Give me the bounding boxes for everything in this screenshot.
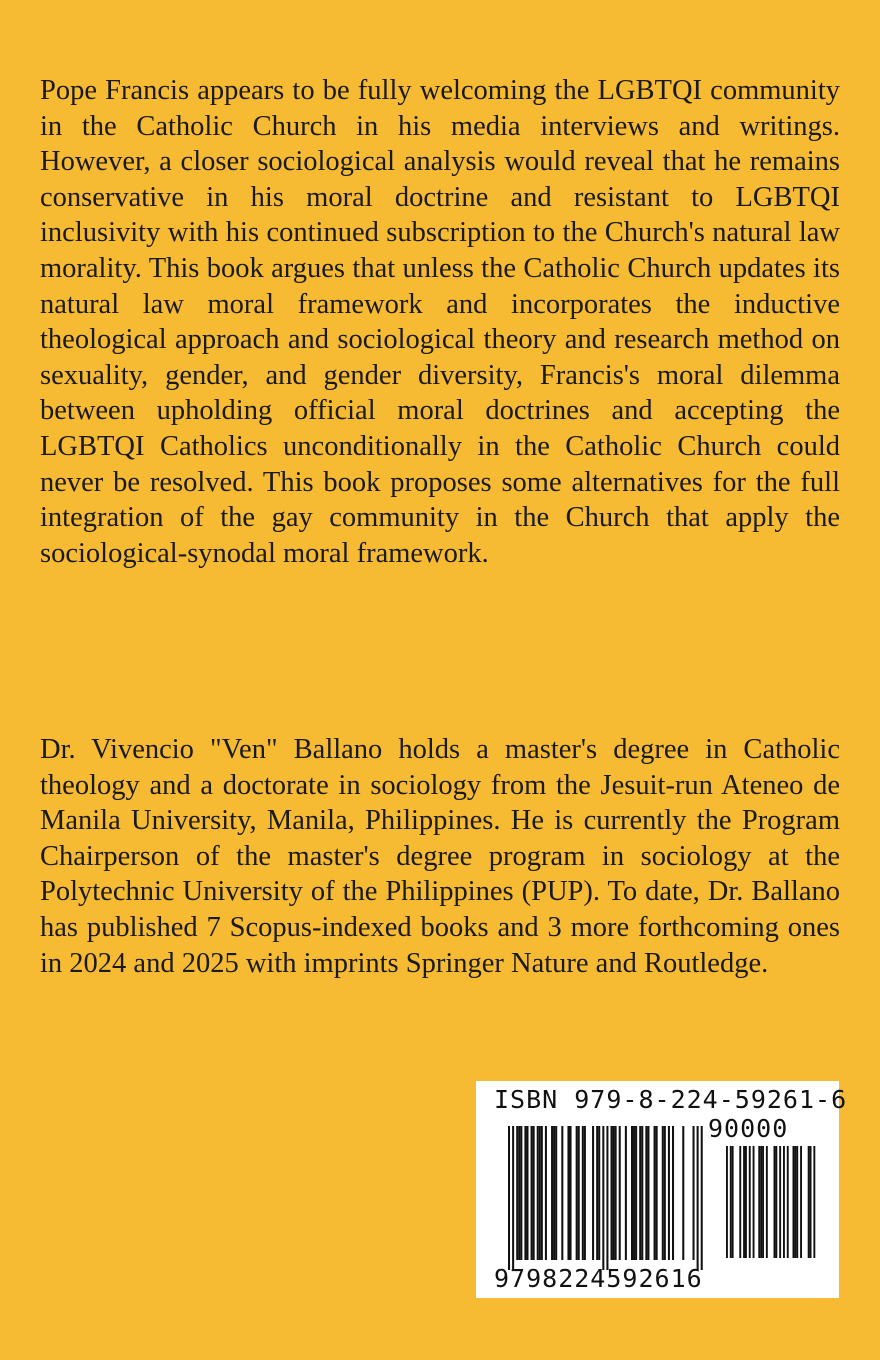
- barcode-bar: [749, 1146, 751, 1258]
- price-code-label: 90000: [708, 1114, 789, 1143]
- barcode-bar: [567, 1126, 569, 1260]
- barcode-bar: [732, 1146, 734, 1258]
- barcode-bar: [584, 1126, 586, 1260]
- barcode-bar: [596, 1126, 598, 1260]
- author-bio: Dr. Vivencio "Ven" Ballano holds a master's degree in Catholic theology and a doctorate in sociology from the Jesuit-run Ateneo de Manila University, Manila, Philippines. He is currently the Program Chairperson of the master's degree program in sociology at the Polytechnic University of the Philippines (PUP). To date, Dr. Ballano has published 7 Scopus-indexed books and 3 more forthcoming ones in 2024 and 2025 with imprints Springer Nature and Routledge.: [40, 734, 840, 979]
- barcode-bar: [631, 1126, 633, 1260]
- barcode-bar: [787, 1146, 789, 1258]
- barcode-bar: [545, 1126, 547, 1260]
- barcode-bar: [662, 1126, 664, 1260]
- barcode-bar: [524, 1126, 526, 1260]
- barcode-bar: [582, 1126, 584, 1260]
- barcode-bar: [775, 1146, 777, 1258]
- barcode-bar: [730, 1146, 732, 1258]
- barcode-bar: [561, 1126, 563, 1260]
- barcode-bar: [808, 1146, 810, 1258]
- barcode-bar: [664, 1126, 666, 1260]
- barcode-bar: [619, 1126, 621, 1260]
- barcode-bar: [647, 1126, 649, 1260]
- barcode-bar: [602, 1126, 604, 1270]
- barcode-bar: [793, 1146, 795, 1258]
- barcode-bar: [796, 1146, 798, 1258]
- barcode-bar: [645, 1126, 647, 1260]
- barcode-bar: [641, 1126, 643, 1260]
- barcode-bar: [570, 1126, 572, 1260]
- barcode-bar: [576, 1126, 578, 1260]
- barcode-bar: [800, 1146, 802, 1258]
- barcode-bar: [810, 1146, 812, 1258]
- barcode-bar: [794, 1146, 796, 1258]
- isbn-barcode: [476, 1081, 848, 1298]
- barcode-bar: [672, 1126, 674, 1260]
- barcode-bar: [508, 1126, 510, 1270]
- barcode-bar: [693, 1126, 695, 1260]
- barcode-bar: [613, 1126, 615, 1260]
- barcode-bar: [520, 1126, 522, 1260]
- barcode-bar: [578, 1126, 580, 1260]
- barcode-bar: [611, 1126, 613, 1260]
- barcode-digits: 9798224592616: [494, 1264, 703, 1293]
- barcode-bar: [762, 1146, 764, 1258]
- barcode-bar: [555, 1126, 557, 1260]
- ean-barcode-bars: [508, 1126, 708, 1274]
- barcode-bar: [551, 1126, 553, 1260]
- barcode-bar: [592, 1126, 594, 1260]
- barcode-bar: [697, 1126, 699, 1270]
- barcode-bar: [682, 1126, 684, 1260]
- barcode-bar: [774, 1146, 776, 1258]
- barcode-bar: [656, 1126, 658, 1260]
- barcode-bar: [743, 1146, 745, 1258]
- barcode-bar: [539, 1126, 541, 1260]
- barcode-bar: [639, 1126, 641, 1260]
- barcode-bar: [518, 1126, 520, 1260]
- barcode-bar: [625, 1126, 627, 1260]
- isbn-label: ISBN 979-8-224-59261-6: [494, 1085, 848, 1114]
- barcode-bar: [813, 1146, 815, 1258]
- barcode-bar: [541, 1126, 543, 1260]
- barcode-bar: [745, 1146, 747, 1258]
- barcode-bar: [598, 1126, 600, 1260]
- addon-barcode-bars: [726, 1146, 822, 1262]
- barcode-bar: [726, 1146, 728, 1258]
- barcode-bar: [615, 1126, 617, 1260]
- barcode-bar: [516, 1126, 518, 1260]
- barcode-bar: [635, 1126, 637, 1260]
- barcode-bar: [526, 1126, 528, 1260]
- book-description: Pope Francis appears to be fully welcoming the LGBTQI community in the Catholic Church in his media interviews and writings. However, a closer sociological analysis would reveal that he remains conservative in his moral doctrine and resistant to LGBTQI inclusivity with his continued subscription to the Church's natural law morality. This book argues that unless the Catholic Church updates its natural law moral framework and incorporates the inductive theological approach and sociological theory and research method on sexuality, gender, and gender diversity, Francis's moral dilemma between upholding official moral doctrines and accepting the LGBTQI Catholics unconditionally in the Catholic Church could never be resolved. This book proposes some alternatives for the full integration of the gay community in the Church that apply the sociological-synodal moral framework.: [40, 75, 840, 569]
- barcode-bar: [512, 1126, 514, 1270]
- barcode-bar: [633, 1126, 635, 1260]
- barcode-bar: [758, 1146, 760, 1258]
- barcode-bar: [531, 1126, 533, 1260]
- barcode-bar: [766, 1146, 768, 1258]
- barcode-bar: [783, 1146, 785, 1258]
- barcode-bar: [654, 1126, 656, 1260]
- barcode-bar: [606, 1126, 608, 1270]
- barcode-bar: [537, 1126, 539, 1260]
- barcode-bar: [553, 1126, 555, 1260]
- barcode-bar: [701, 1126, 703, 1270]
- barcode-bar: [533, 1126, 535, 1260]
- barcode-bar: [779, 1146, 781, 1258]
- barcode-bar: [668, 1126, 670, 1260]
- barcode-bar: [739, 1146, 741, 1258]
- barcode-bar: [760, 1146, 762, 1258]
- barcode-bar: [753, 1146, 755, 1258]
